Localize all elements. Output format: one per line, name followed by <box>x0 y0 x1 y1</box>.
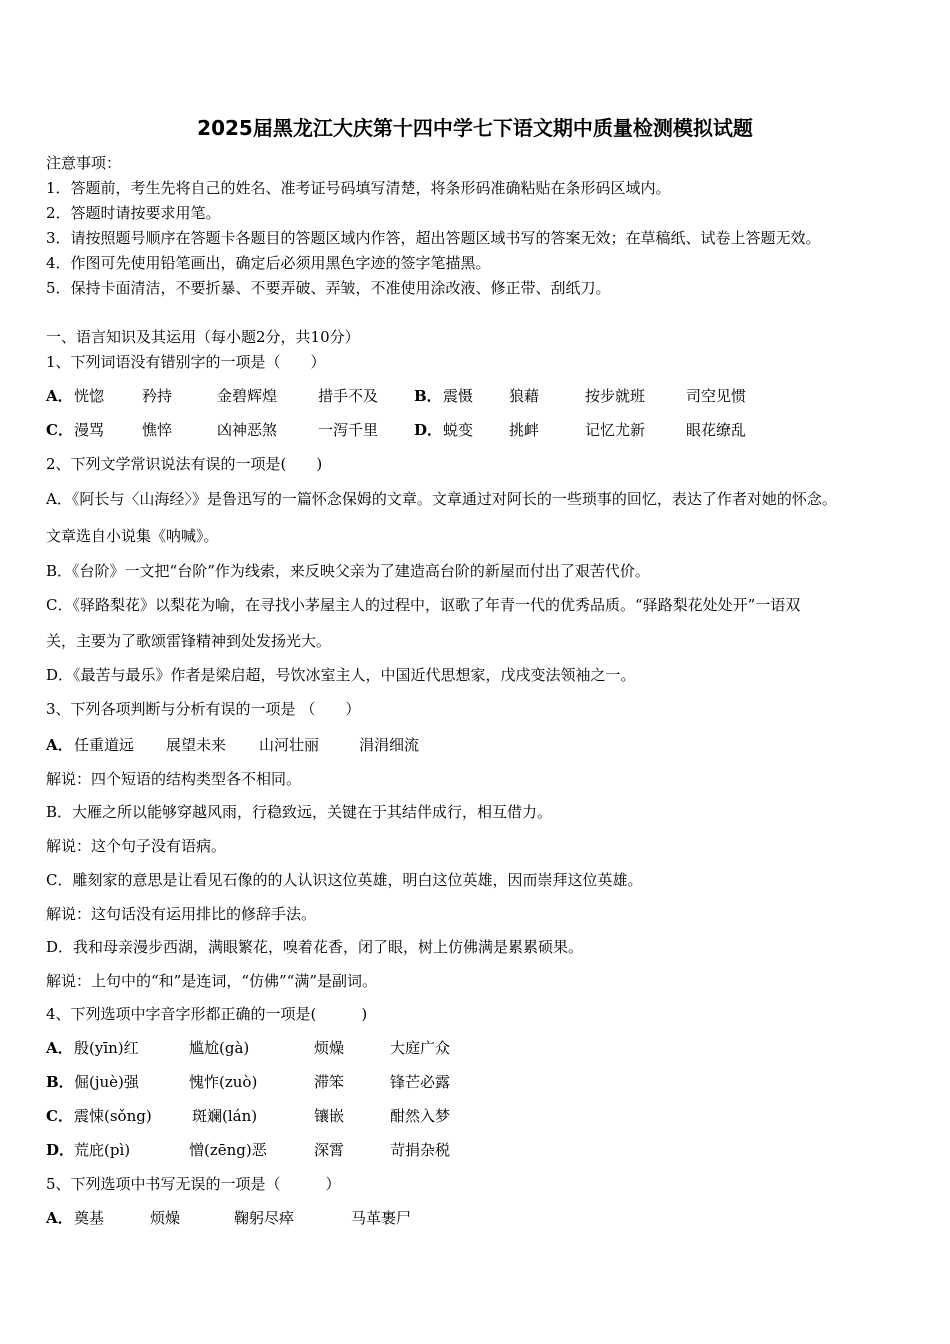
option-word: 滞笨 <box>314 1073 345 1091</box>
question-stem: 3、下列各项判断与分析有误的一项是 （ ） <box>46 700 361 718</box>
option-row <box>46 1139 906 1161</box>
option-word: 漫骂 <box>74 421 105 439</box>
option-letter: B． <box>46 1073 74 1091</box>
explanation: 解说：上句中的“和”是连词，“仿佛”“满”是副词。 <box>46 972 378 990</box>
option-word: 苛捐杂税 <box>390 1141 451 1159</box>
option-row <box>46 1207 906 1229</box>
option-word: 展望未来 <box>166 736 227 754</box>
question-stem: 2、下列文学常识说法有误的一项是( ) <box>46 455 323 473</box>
option-word: 烦燥 <box>150 1209 181 1227</box>
option-text: 关，主要为了歌颂雷锋精神到处发扬光大。 <box>46 632 332 650</box>
option-word: 马革裹尸 <box>351 1209 412 1227</box>
option-text: A．《阿长与〈山海经〉》是鲁迅写的一篇怀念保姆的文章。文章通过对阿长的一些琐事的回忆，表达了作者对她的怀念。 <box>46 490 837 508</box>
option-word: 任重道远 <box>74 736 135 754</box>
option-word: 镶嵌 <box>314 1107 345 1125</box>
page-title: 2025届黑龙江大庆第十四中学七下语文期中质量检测模拟试题 <box>197 116 753 140</box>
option-word: 憎(zēng)恶 <box>189 1141 267 1159</box>
option-word: 涓涓细流 <box>359 736 420 754</box>
option-word: 震悚(sǒng) <box>74 1107 152 1125</box>
option-row <box>46 1071 906 1093</box>
option-text: 文章选自小说集《呐喊》。 <box>46 527 219 545</box>
option-word: 斑斓(lán) <box>192 1107 258 1125</box>
option-word: 山河壮丽 <box>259 736 320 754</box>
option-row <box>46 1105 906 1127</box>
option-word: 荒庇(pì) <box>74 1141 131 1159</box>
option-row <box>46 419 906 441</box>
note-item: 4．作图可先使用铅笔画出，确定后必须用黑色字迹的签字笔描黑。 <box>46 254 491 272</box>
option-word: 一泻千里 <box>318 421 379 439</box>
option-word: 措手不及 <box>318 387 379 405</box>
option-letter: D． <box>46 1141 75 1159</box>
option-word: 大庭广众 <box>390 1039 451 1057</box>
option-letter: C． <box>46 1107 73 1125</box>
option-word: 狼藉 <box>509 387 540 405</box>
option-row <box>46 385 906 407</box>
option-row <box>46 734 906 756</box>
option-word: 凶神恶煞 <box>217 421 278 439</box>
note-item: 1．答题前，考生先将自己的姓名、准考证号码填写清楚，将条形码准确粘贴在条形码区域内。 <box>46 179 671 197</box>
note-item: 2．答题时请按要求用笔。 <box>46 204 221 222</box>
option-text: D．我和母亲漫步西湖，满眼繁花，嗅着花香，闭了眼，树上仿佛满是累累硕果。 <box>46 938 584 956</box>
option-text: B．《台阶》一文把“台阶”作为线索，来反映父亲为了建造高台阶的新屋而付出了艰苦代价。 <box>46 562 650 580</box>
option-word: 尴尬(gà) <box>189 1039 250 1057</box>
option-text: D．《最苦与最乐》作者是梁启超，号饮冰室主人，中国近代思想家，戊戌变法领袖之一。 <box>46 666 636 684</box>
option-letter: A． <box>46 1209 73 1227</box>
option-word: 酣然入梦 <box>390 1107 451 1125</box>
option-word: 震慑 <box>443 387 474 405</box>
option-word: 锋芒必露 <box>390 1073 451 1091</box>
option-text: C．雕刻家的意思是让看见石像的的人认识这位英雄，明白这位英雄，因而崇拜这位英雄。 <box>46 871 643 889</box>
option-letter: A． <box>46 736 73 754</box>
option-word: 憔悴 <box>142 421 173 439</box>
option-letter: D． <box>414 421 443 439</box>
note-item: 3．请按照题号顺序在答题卡各题目的答题区域内作答，超出答题区域书写的答案无效；在草稿纸、试卷上答题无效。 <box>46 229 821 247</box>
option-word: 殷(yīn)红 <box>74 1039 139 1057</box>
question-stem: 5、下列选项中书写无误的一项是（ ） <box>46 1175 341 1193</box>
option-row <box>46 1037 906 1059</box>
question-stem: 1、下列词语没有错别字的一项是（ ） <box>46 353 326 371</box>
explanation: 解说：这个句子没有语病。 <box>46 837 227 855</box>
option-word: 愧怍(zuò) <box>189 1073 258 1091</box>
explanation: 解说：四个短语的结构类型各不相同。 <box>46 770 302 788</box>
option-word: 眼花缭乱 <box>686 421 747 439</box>
option-word: 鞠躬尽瘁 <box>234 1209 295 1227</box>
option-word: 深霄 <box>314 1141 345 1159</box>
option-word: 奠基 <box>74 1209 105 1227</box>
explanation: 解说：这句话没有运用排比的修辞手法。 <box>46 905 317 923</box>
note-item: 5．保持卡面清洁，不要折暴、不要弄破、弄皱，不准使用涂改液、修正带、刮纸刀。 <box>46 279 611 297</box>
question-stem: 4、下列选项中字音字形都正确的一项是( ) <box>46 1005 368 1023</box>
option-word: 蜕变 <box>443 421 474 439</box>
option-word: 恍惚 <box>74 387 105 405</box>
option-letter: C． <box>46 421 73 439</box>
notes-heading: 注意事项： <box>46 154 122 172</box>
option-word: 司空见惯 <box>686 387 747 405</box>
option-word: 金碧辉煌 <box>217 387 278 405</box>
option-letter: A． <box>46 387 73 405</box>
option-text: B．大雁之所以能够穿越风雨，行稳致远，关键在于其结伴成行，相互借力。 <box>46 803 553 821</box>
section-heading: 一、语言知识及其运用（每小题2分，共10分） <box>46 328 360 346</box>
option-letter: B． <box>414 387 442 405</box>
option-word: 矜持 <box>142 387 173 405</box>
option-word: 烦燥 <box>314 1039 345 1057</box>
option-word: 按步就班 <box>585 387 646 405</box>
option-text: C．《驿路梨花》以梨花为喻，在寻找小茅屋主人的过程中，讴歌了年青一代的优秀品质。“驿路梨花处处开”一语双 <box>46 596 801 614</box>
option-word: 挑衅 <box>509 421 540 439</box>
option-letter: A． <box>46 1039 73 1057</box>
option-word: 倔(juè)强 <box>74 1073 139 1091</box>
option-word: 记忆尤新 <box>585 421 646 439</box>
